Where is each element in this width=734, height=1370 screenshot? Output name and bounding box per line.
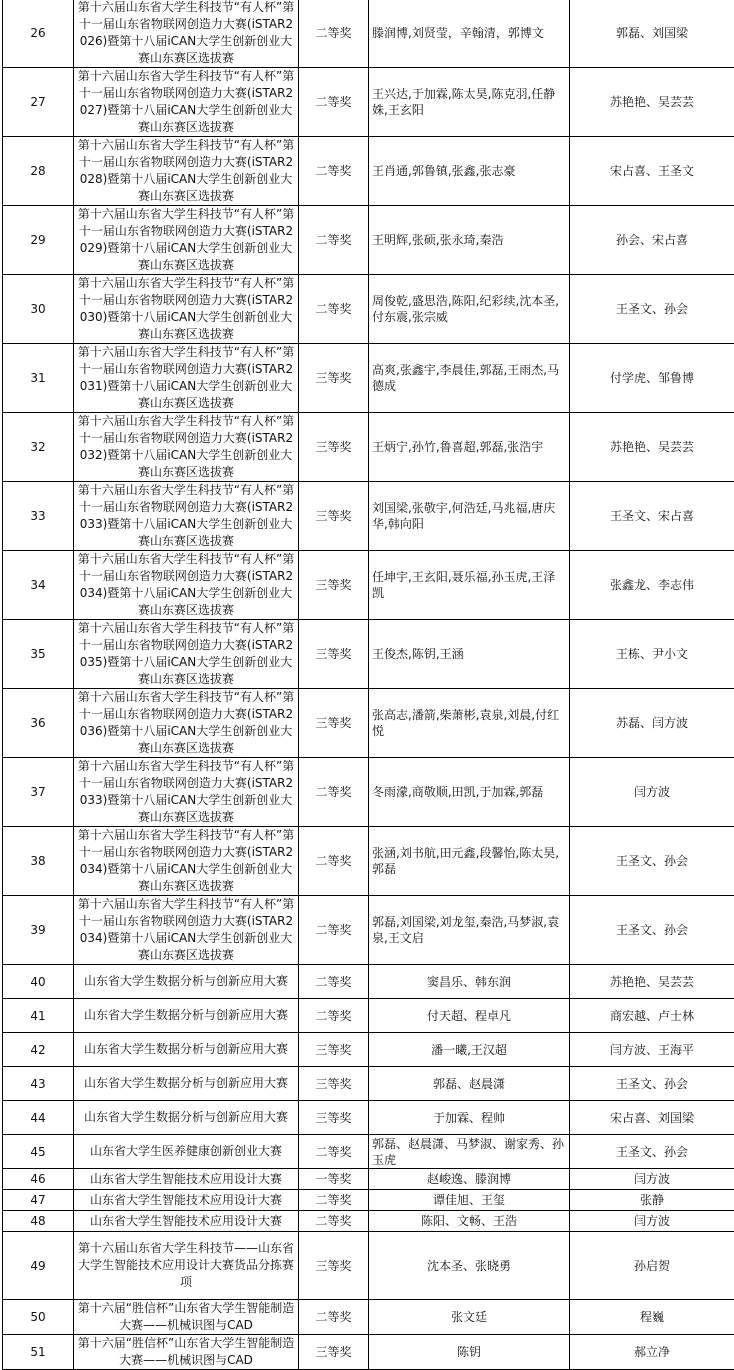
prize-level: 二等奖	[299, 827, 369, 896]
table-row	[3, 758, 734, 827]
prize-level: 二等奖	[299, 1135, 369, 1169]
table-row	[3, 1335, 734, 1370]
advisor-teachers: 郝立净	[570, 1335, 734, 1370]
team-members: 赵峻逸、滕润博	[369, 1169, 570, 1190]
advisor-teachers: 宋占喜、刘国梁	[570, 1101, 734, 1135]
competition-name: 山东省大学生智能技术应用设计大赛	[74, 1211, 299, 1232]
team-members: 郭磊、赵晨潇	[369, 1067, 570, 1101]
competition-name: 山东省大学生数据分析与创新应用大赛	[74, 999, 299, 1033]
table-row	[3, 1211, 734, 1232]
prize-level: 二等奖	[299, 758, 369, 827]
prize-level: 三等奖	[299, 413, 369, 482]
advisor-teachers: 王圣文、孙会	[570, 1067, 734, 1101]
team-members: 周俊乾,盛思浩,陈阳,纪彩续,沈本圣,付东震,张宗威	[369, 275, 570, 344]
team-members: 王肖通,郭鲁镇,张鑫,张志豪	[369, 137, 570, 206]
prize-level: 三等奖	[299, 482, 369, 551]
table-row	[3, 1169, 734, 1190]
prize-level: 二等奖	[299, 1211, 369, 1232]
competition-name: 第十六届山东省大学生科技节“有人杯”第十一届山东省物联网创造力大赛(iSTAR2033)暨第十八届iCAN大学生创新创业大赛山东赛区选拔赛	[74, 758, 299, 827]
table-row	[3, 1135, 734, 1169]
team-members: 王炳宁,孙竹,鲁喜超,郭磊,张浩宇	[369, 413, 570, 482]
table-row	[3, 1190, 734, 1211]
competition-name: 第十六届山东省大学生科技节“有人杯”第十一届山东省物联网创造力大赛(iSTAR2033)暨第十八届iCAN大学生创新创业大赛山东赛区选拔赛	[74, 482, 299, 551]
advisor-teachers: 王栋、尹小文	[570, 620, 734, 689]
table-row	[3, 689, 734, 758]
table-row	[3, 68, 734, 137]
row-number: 45	[3, 1135, 74, 1169]
prize-level: 三等奖	[299, 551, 369, 620]
table-row	[3, 1067, 734, 1101]
row-number: 27	[3, 68, 74, 137]
team-members: 冬雨濛,商敬顺,田凯,于加霖,郭磊	[369, 758, 570, 827]
competition-name: 第十六届山东省大学生科技节“有人杯”第十一届山东省物联网创造力大赛(iSTAR2034)暨第十八届iCAN大学生创新创业大赛山东赛区选拔赛	[74, 551, 299, 620]
team-members: 付天超、程卓凡	[369, 999, 570, 1033]
row-number: 40	[3, 965, 74, 999]
competition-name: 第十六届山东省大学生科技节“有人杯”第十一届山东省物联网创造力大赛(iSTAR2026)暨第十八届iCAN大学生创新创业大赛山东赛区选拔赛	[74, 0, 299, 68]
prize-level: 三等奖	[299, 689, 369, 758]
row-number: 36	[3, 689, 74, 758]
table-row	[3, 275, 734, 344]
row-number: 39	[3, 896, 74, 965]
table-row	[3, 551, 734, 620]
row-number: 29	[3, 206, 74, 275]
table-row	[3, 965, 734, 999]
advisor-teachers: 孙启贺	[570, 1232, 734, 1300]
competition-name: 第十六届“胜信杯”山东省大学生智能制造大赛——机械识图与CAD	[74, 1335, 299, 1370]
prize-level: 二等奖	[299, 1300, 369, 1335]
prize-level: 三等奖	[299, 620, 369, 689]
table-row	[3, 137, 734, 206]
row-number: 43	[3, 1067, 74, 1101]
advisor-teachers: 程巍	[570, 1300, 734, 1335]
competition-name: 第十六届山东省大学生科技节“有人杯”第十一届山东省物联网创造力大赛(iSTAR2036)暨第十八届iCAN大学生创新创业大赛山东赛区选拔赛	[74, 689, 299, 758]
row-number: 49	[3, 1232, 74, 1300]
row-number: 42	[3, 1033, 74, 1067]
advisor-teachers: 王圣文、孙会	[570, 1135, 734, 1169]
prize-level: 二等奖	[299, 275, 369, 344]
prize-level: 二等奖	[299, 965, 369, 999]
team-members: 于加霖、程帅	[369, 1101, 570, 1135]
prize-level: 二等奖	[299, 999, 369, 1033]
table-row	[3, 1033, 734, 1067]
competition-name: 第十六届山东省大学生科技节“有人杯”第十一届山东省物联网创造力大赛(iSTAR2029)暨第十八届iCAN大学生创新创业大赛山东赛区选拔赛	[74, 206, 299, 275]
row-number: 33	[3, 482, 74, 551]
prize-level: 三等奖	[299, 1101, 369, 1135]
advisor-teachers: 王圣文、孙会	[570, 275, 734, 344]
competition-name: 山东省大学生数据分析与创新应用大赛	[74, 1101, 299, 1135]
row-number: 31	[3, 344, 74, 413]
row-number: 44	[3, 1101, 74, 1135]
team-members: 王兴达,于加霖,陈太昊,陈克羽,任静姝,王玄阳	[369, 68, 570, 137]
team-members: 郭磊、赵晨潇、马梦淑、谢家秀、孙玉虎	[369, 1135, 570, 1169]
table-row	[3, 827, 734, 896]
advisor-teachers: 商宏越、卢士林	[570, 999, 734, 1033]
row-number: 47	[3, 1190, 74, 1211]
advisor-teachers: 孙会、宋占喜	[570, 206, 734, 275]
row-number: 30	[3, 275, 74, 344]
awards-table	[2, 0, 734, 1370]
competition-name: 山东省大学生数据分析与创新应用大赛	[74, 1067, 299, 1101]
row-number: 38	[3, 827, 74, 896]
row-number: 26	[3, 0, 74, 68]
row-number: 50	[3, 1300, 74, 1335]
advisor-teachers: 王圣文、孙会	[570, 827, 734, 896]
prize-level: 三等奖	[299, 1033, 369, 1067]
advisor-teachers: 苏艳艳、吴芸芸	[570, 413, 734, 482]
competition-name: 第十六届山东省大学生科技节——山东省大学生智能技术应用设计大赛货品分拣赛项	[74, 1232, 299, 1300]
advisor-teachers: 宋占喜、王圣文	[570, 137, 734, 206]
table-row	[3, 1101, 734, 1135]
team-members: 郭磊,刘国梁,刘龙玺,秦浩,马梦淑,袁泉,王文启	[369, 896, 570, 965]
table-row	[3, 344, 734, 413]
prize-level: 二等奖	[299, 0, 369, 68]
row-number: 48	[3, 1211, 74, 1232]
team-members: 张涵,刘书航,田元鑫,段馨怡,陈太昊,郭磊	[369, 827, 570, 896]
prize-level: 二等奖	[299, 896, 369, 965]
team-members: 沈本圣、张晓勇	[369, 1232, 570, 1300]
team-members: 窦昌乐、韩东润	[369, 965, 570, 999]
team-members: 谭佳旭、王玺	[369, 1190, 570, 1211]
team-members: 王俊杰,陈钥,王涵	[369, 620, 570, 689]
advisor-teachers: 付学虎、邹鲁博	[570, 344, 734, 413]
row-number: 34	[3, 551, 74, 620]
team-members: 张高志,潘箭,柴萧彬,袁泉,刘晨,付红悦	[369, 689, 570, 758]
prize-level: 二等奖	[299, 137, 369, 206]
prize-level: 一等奖	[299, 1169, 369, 1190]
advisor-teachers: 苏艳艳、吴芸芸	[570, 68, 734, 137]
row-number: 28	[3, 137, 74, 206]
advisor-teachers: 张静	[570, 1190, 734, 1211]
row-number: 41	[3, 999, 74, 1033]
competition-name: 第十六届山东省大学生科技节“有人杯”第十一届山东省物联网创造力大赛(iSTAR2030)暨第十八届iCAN大学生创新创业大赛山东赛区选拔赛	[74, 275, 299, 344]
team-members: 任坤宇,王玄阳,聂乐福,孙玉虎,王泽凯	[369, 551, 570, 620]
competition-name: 第十六届山东省大学生科技节“有人杯”第十一届山东省物联网创造力大赛(iSTAR2032)暨第十八届iCAN大学生创新创业大赛山东赛区选拔赛	[74, 413, 299, 482]
advisor-teachers: 闫方波	[570, 1211, 734, 1232]
team-members: 高爽,张鑫宇,李晨佳,郭磊,王雨杰,马德成	[369, 344, 570, 413]
competition-name: 山东省大学生智能技术应用设计大赛	[74, 1190, 299, 1211]
prize-level: 三等奖	[299, 1067, 369, 1101]
competition-name: 第十六届“胜信杯”山东省大学生智能制造大赛——机械识图与CAD	[74, 1300, 299, 1335]
prize-level: 二等奖	[299, 68, 369, 137]
row-number: 51	[3, 1335, 74, 1370]
team-members: 张文廷	[369, 1300, 570, 1335]
team-members: 陈钥	[369, 1335, 570, 1370]
advisor-teachers: 王圣文、孙会	[570, 896, 734, 965]
table-row	[3, 620, 734, 689]
team-members: 刘国梁,张敬宇,何浩廷,马兆福,唐庆华,韩向阳	[369, 482, 570, 551]
team-members: 陈阳、文畅、王浩	[369, 1211, 570, 1232]
awards-table-body	[3, 0, 734, 1370]
prize-level: 二等奖	[299, 206, 369, 275]
competition-name: 第十六届山东省大学生科技节“有人杯”第十一届山东省物联网创造力大赛(iSTAR2035)暨第十八届iCAN大学生创新创业大赛山东赛区选拔赛	[74, 620, 299, 689]
table-row	[3, 1232, 734, 1300]
table-row	[3, 206, 734, 275]
competition-name: 山东省大学生数据分析与创新应用大赛	[74, 1033, 299, 1067]
competition-name: 山东省大学生智能技术应用设计大赛	[74, 1169, 299, 1190]
table-row	[3, 999, 734, 1033]
team-members: 王明辉,张硕,张永琦,秦浩	[369, 206, 570, 275]
row-number: 35	[3, 620, 74, 689]
advisor-teachers: 闫方波	[570, 758, 734, 827]
table-row	[3, 482, 734, 551]
prize-level: 三等奖	[299, 1232, 369, 1300]
advisor-teachers: 郭磊、刘国梁	[570, 0, 734, 68]
competition-name: 第十六届山东省大学生科技节“有人杯”第十一届山东省物联网创造力大赛(iSTAR2034)暨第十八届iCAN大学生创新创业大赛山东赛区选拔赛	[74, 896, 299, 965]
advisor-teachers: 闫方波	[570, 1169, 734, 1190]
team-members: 滕润博,刘贤莹，辛翰清，郭博文	[369, 0, 570, 68]
advisor-teachers: 苏磊、闫方波	[570, 689, 734, 758]
competition-name: 第十六届山东省大学生科技节“有人杯”第十一届山东省物联网创造力大赛(iSTAR2031)暨第十八届iCAN大学生创新创业大赛山东赛区选拔赛	[74, 344, 299, 413]
advisor-teachers: 张鑫龙、李志伟	[570, 551, 734, 620]
advisor-teachers: 苏艳艳、吴芸芸	[570, 965, 734, 999]
competition-name: 第十六届山东省大学生科技节“有人杯”第十一届山东省物联网创造力大赛(iSTAR2034)暨第十八届iCAN大学生创新创业大赛山东赛区选拔赛	[74, 827, 299, 896]
prize-level: 三等奖	[299, 344, 369, 413]
competition-name: 第十六届山东省大学生科技节“有人杯”第十一届山东省物联网创造力大赛(iSTAR2027)暨第十八届iCAN大学生创新创业大赛山东赛区选拔赛	[74, 68, 299, 137]
competition-name: 山东省大学生数据分析与创新应用大赛	[74, 965, 299, 999]
table-row	[3, 413, 734, 482]
table-row	[3, 0, 734, 68]
table-row	[3, 1300, 734, 1335]
row-number: 37	[3, 758, 74, 827]
competition-name: 第十六届山东省大学生科技节“有人杯”第十一届山东省物联网创造力大赛(iSTAR2028)暨第十八届iCAN大学生创新创业大赛山东赛区选拔赛	[74, 137, 299, 206]
prize-level: 三等奖	[299, 1335, 369, 1370]
row-number: 46	[3, 1169, 74, 1190]
competition-name: 山东省大学生医养健康创新创业大赛	[74, 1135, 299, 1169]
table-row	[3, 896, 734, 965]
advisor-teachers: 闫方波、王海平	[570, 1033, 734, 1067]
advisor-teachers: 王圣文、宋占喜	[570, 482, 734, 551]
team-members: 潘一曦,王汉超	[369, 1033, 570, 1067]
row-number: 32	[3, 413, 74, 482]
prize-level: 二等奖	[299, 1190, 369, 1211]
